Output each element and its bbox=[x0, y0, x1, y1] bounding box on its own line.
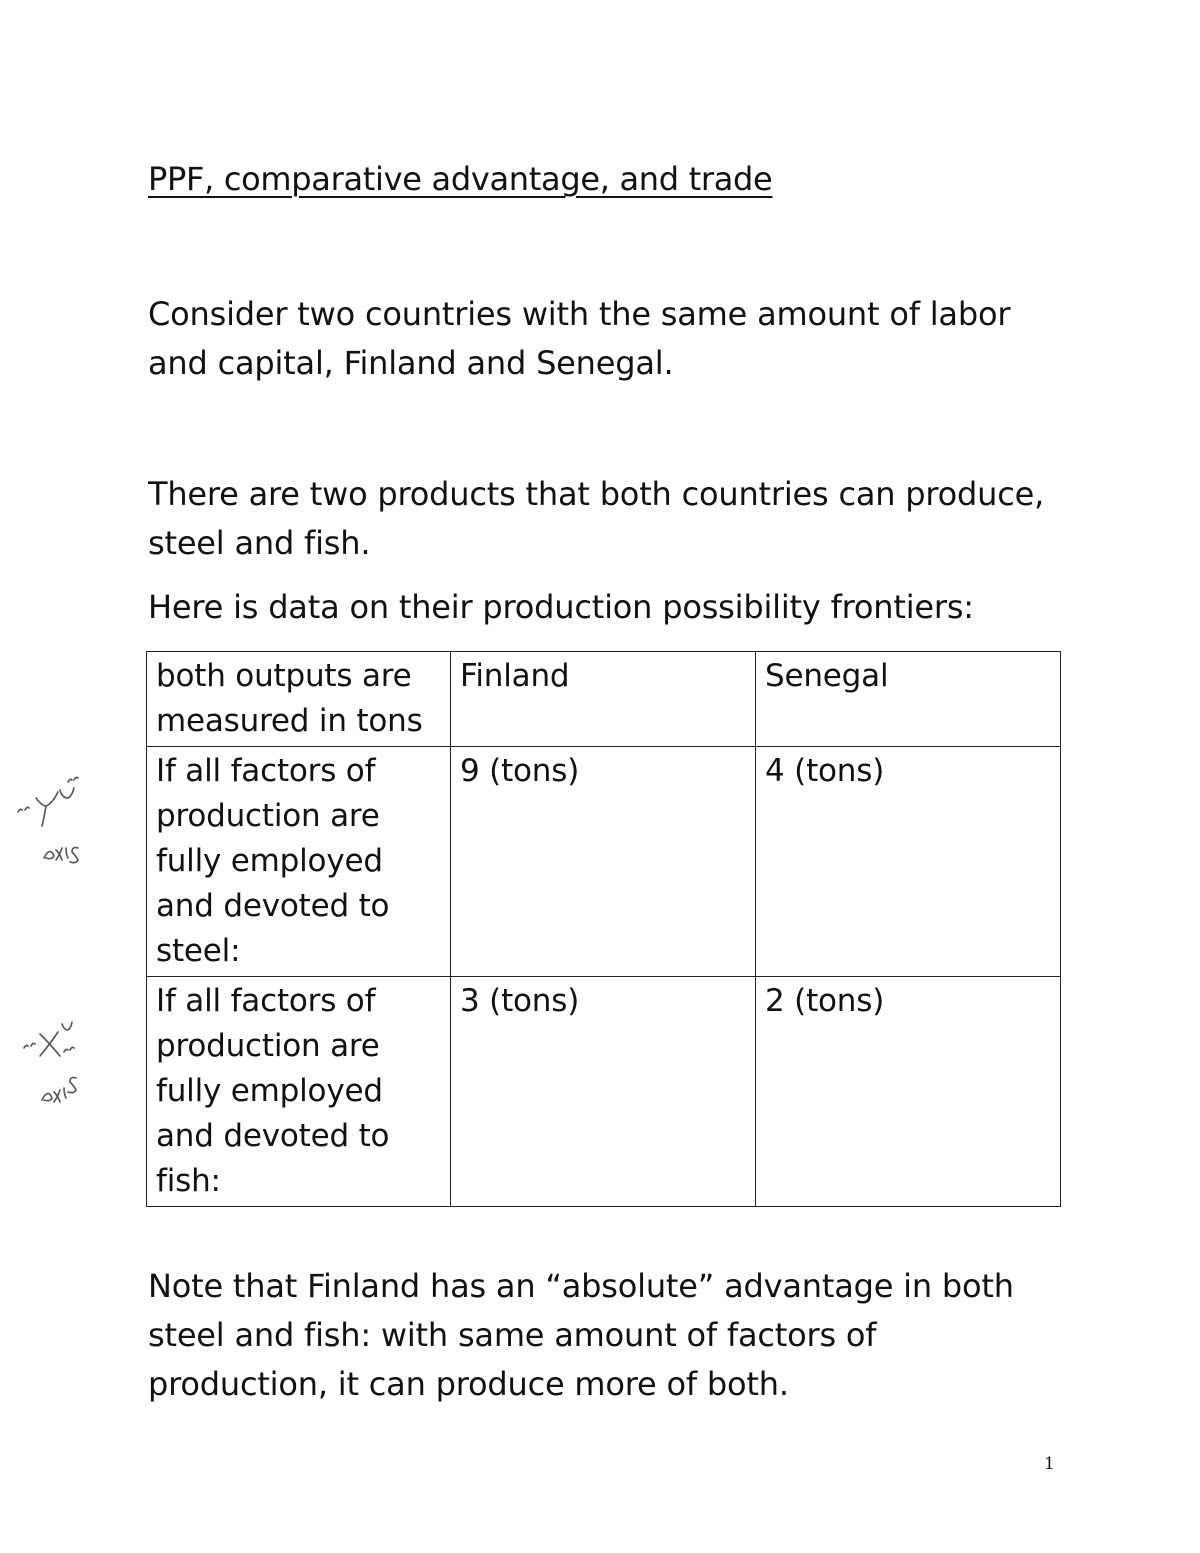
table-intro-paragraph: Here is data on their production possibility frontiers: bbox=[148, 588, 974, 626]
table-cell: 3 (tons) bbox=[451, 977, 756, 1207]
intro-paragraph: Consider two countries with the same amount of labor and capital, Finland and Senegal. bbox=[148, 295, 1011, 382]
table-cell: If all factors of production are fully employed and devoted to steel: bbox=[147, 747, 451, 977]
table-cell: 2 (tons) bbox=[756, 977, 1061, 1207]
products-paragraph: There are two products that both countries can produce, steel and fish. bbox=[148, 475, 1045, 562]
conclusion-paragraph: Note that Finland has an “absolute” advantage in both steel and fish: with same amount of factors of production, it can produce more of both. bbox=[148, 1267, 1014, 1403]
handwritten-x-axis-note bbox=[18, 1008, 128, 1118]
table-header-cell: both outputs are measured in tons bbox=[147, 652, 451, 747]
table-row bbox=[147, 977, 1061, 1207]
page-title: PPF, comparative advantage, and trade bbox=[148, 160, 773, 198]
handwritten-y-axis-note bbox=[4, 772, 114, 882]
table-cell: If all factors of production are fully employed and devoted to fish: bbox=[147, 977, 451, 1207]
table-cell: 4 (tons) bbox=[756, 747, 1061, 977]
table-cell: 9 (tons) bbox=[451, 747, 756, 977]
table-header-cell: Senegal bbox=[756, 652, 1061, 747]
table-row bbox=[147, 747, 1061, 977]
ppf-table bbox=[146, 651, 1061, 1207]
table-header-cell: Finland bbox=[451, 652, 756, 747]
table-header-row bbox=[147, 652, 1061, 747]
page-number: 1 bbox=[1044, 1454, 1055, 1474]
